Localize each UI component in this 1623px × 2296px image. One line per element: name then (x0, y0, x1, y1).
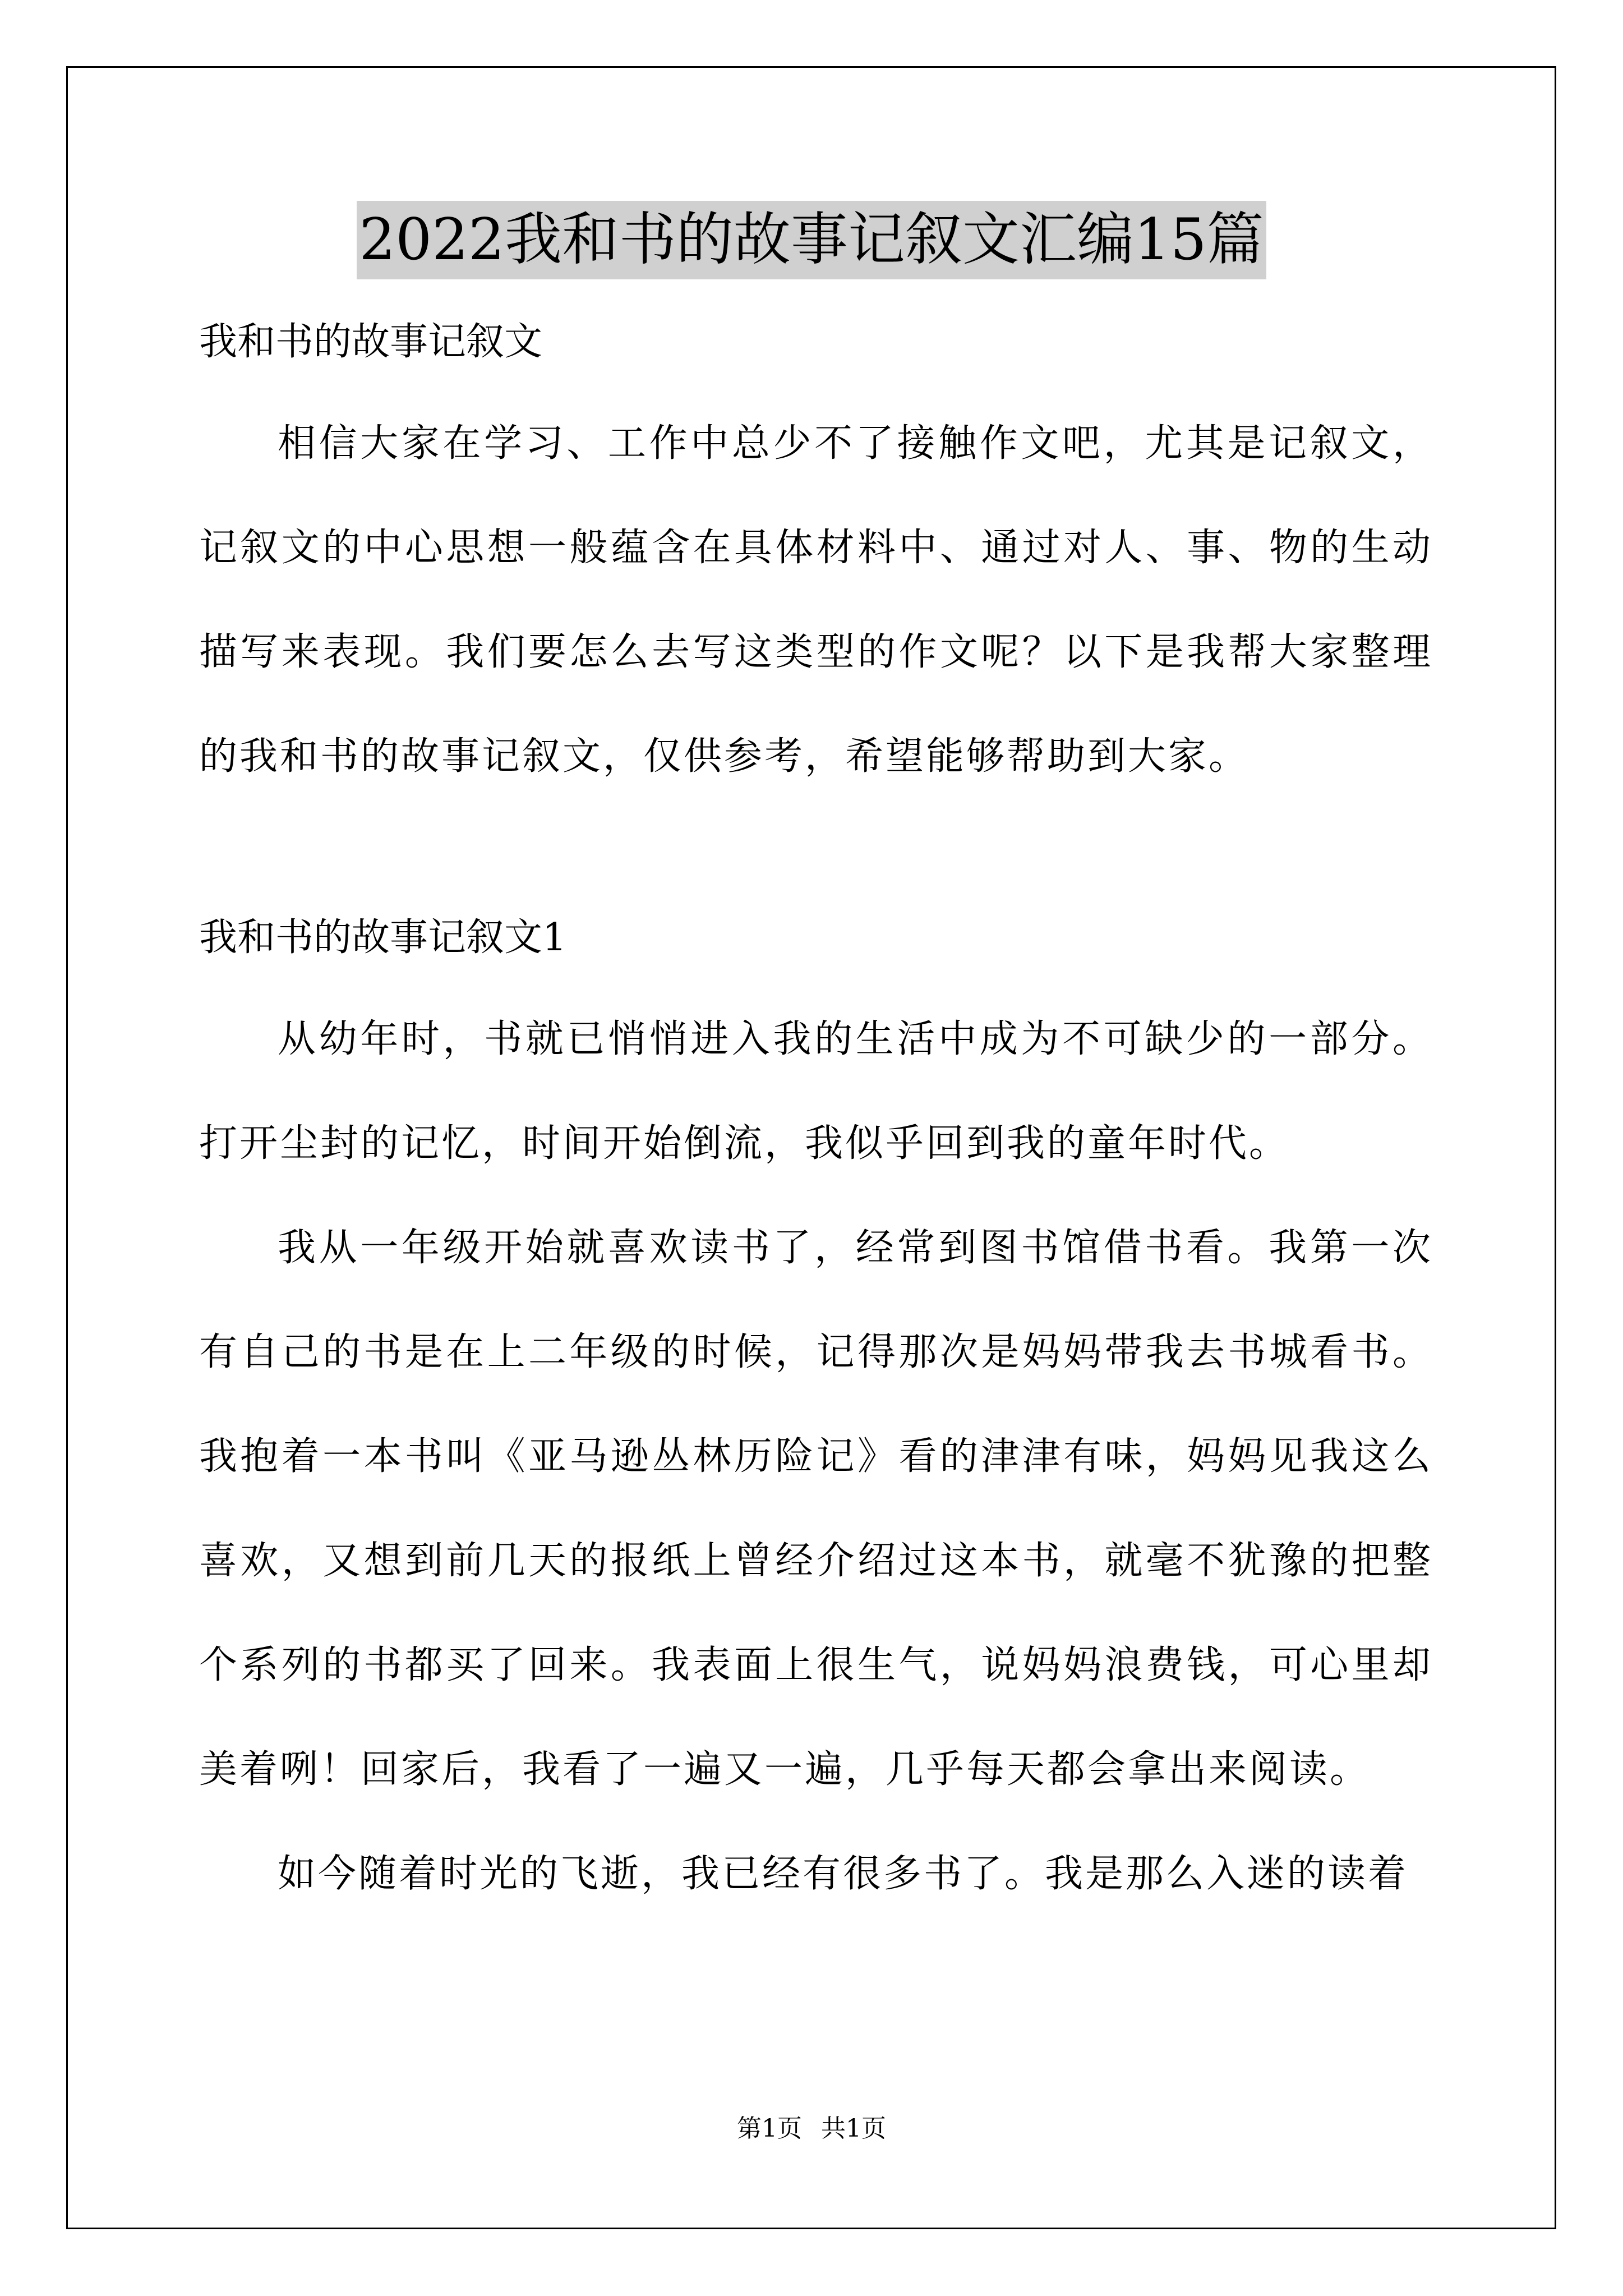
paragraph: 相信大家在学习、工作中总少不了接触作文吧，尤其是记叙文，记叙文的中心思想一般蕴含在具体材料中、通过对人、事、物的生动描写来表现。我们要怎么去写这类型的作文呢？以下是我帮大家整理的我和书的故事记叙文，仅供参考，希望能够帮助到大家。 (199, 421, 1433, 779)
paragraph: 如今随着时光的飞逝，我已经有很多书了。我是那么入迷的读着 (278, 1852, 1409, 1896)
section-heading: 我和书的故事记叙文1 (199, 915, 567, 960)
paragraph: 从幼年时，书就已悄悄进入我的生活中成为不可缺少的一部分。打开尘封的记忆，时间开始倒流，我似乎回到我的童年时代。 (199, 1017, 1433, 1166)
page-total: 共1页 (821, 2114, 886, 2143)
document-title: 2022我和书的故事记叙文汇编15篇 (357, 201, 1266, 279)
section-heading: 我和书的故事记叙文 (199, 320, 543, 364)
page-footer (0, 2112, 1623, 2146)
paragraph: 我从一年级开始就喜欢读书了，经常到图书馆借书看。我第一次有自己的书是在上二年级的时候，记得那次是妈妈带我去书城看书。我抱着一本书叫《亚马逊丛林历险记》看的津津有味，妈妈见我这么喜欢，又想到前几天的报纸上曾经介绍过这本书，就毫不犹豫的把整个系列的书都买了回来。我表面上很生气，说妈妈浪费钱，可心里却美着咧！回家后，我看了一遍又一遍，几乎每天都会拿出来阅读。 (199, 1226, 1433, 1792)
document-body (199, 303, 1433, 1926)
page-number: 第1页 (737, 2114, 802, 2143)
title-container (0, 201, 1623, 279)
